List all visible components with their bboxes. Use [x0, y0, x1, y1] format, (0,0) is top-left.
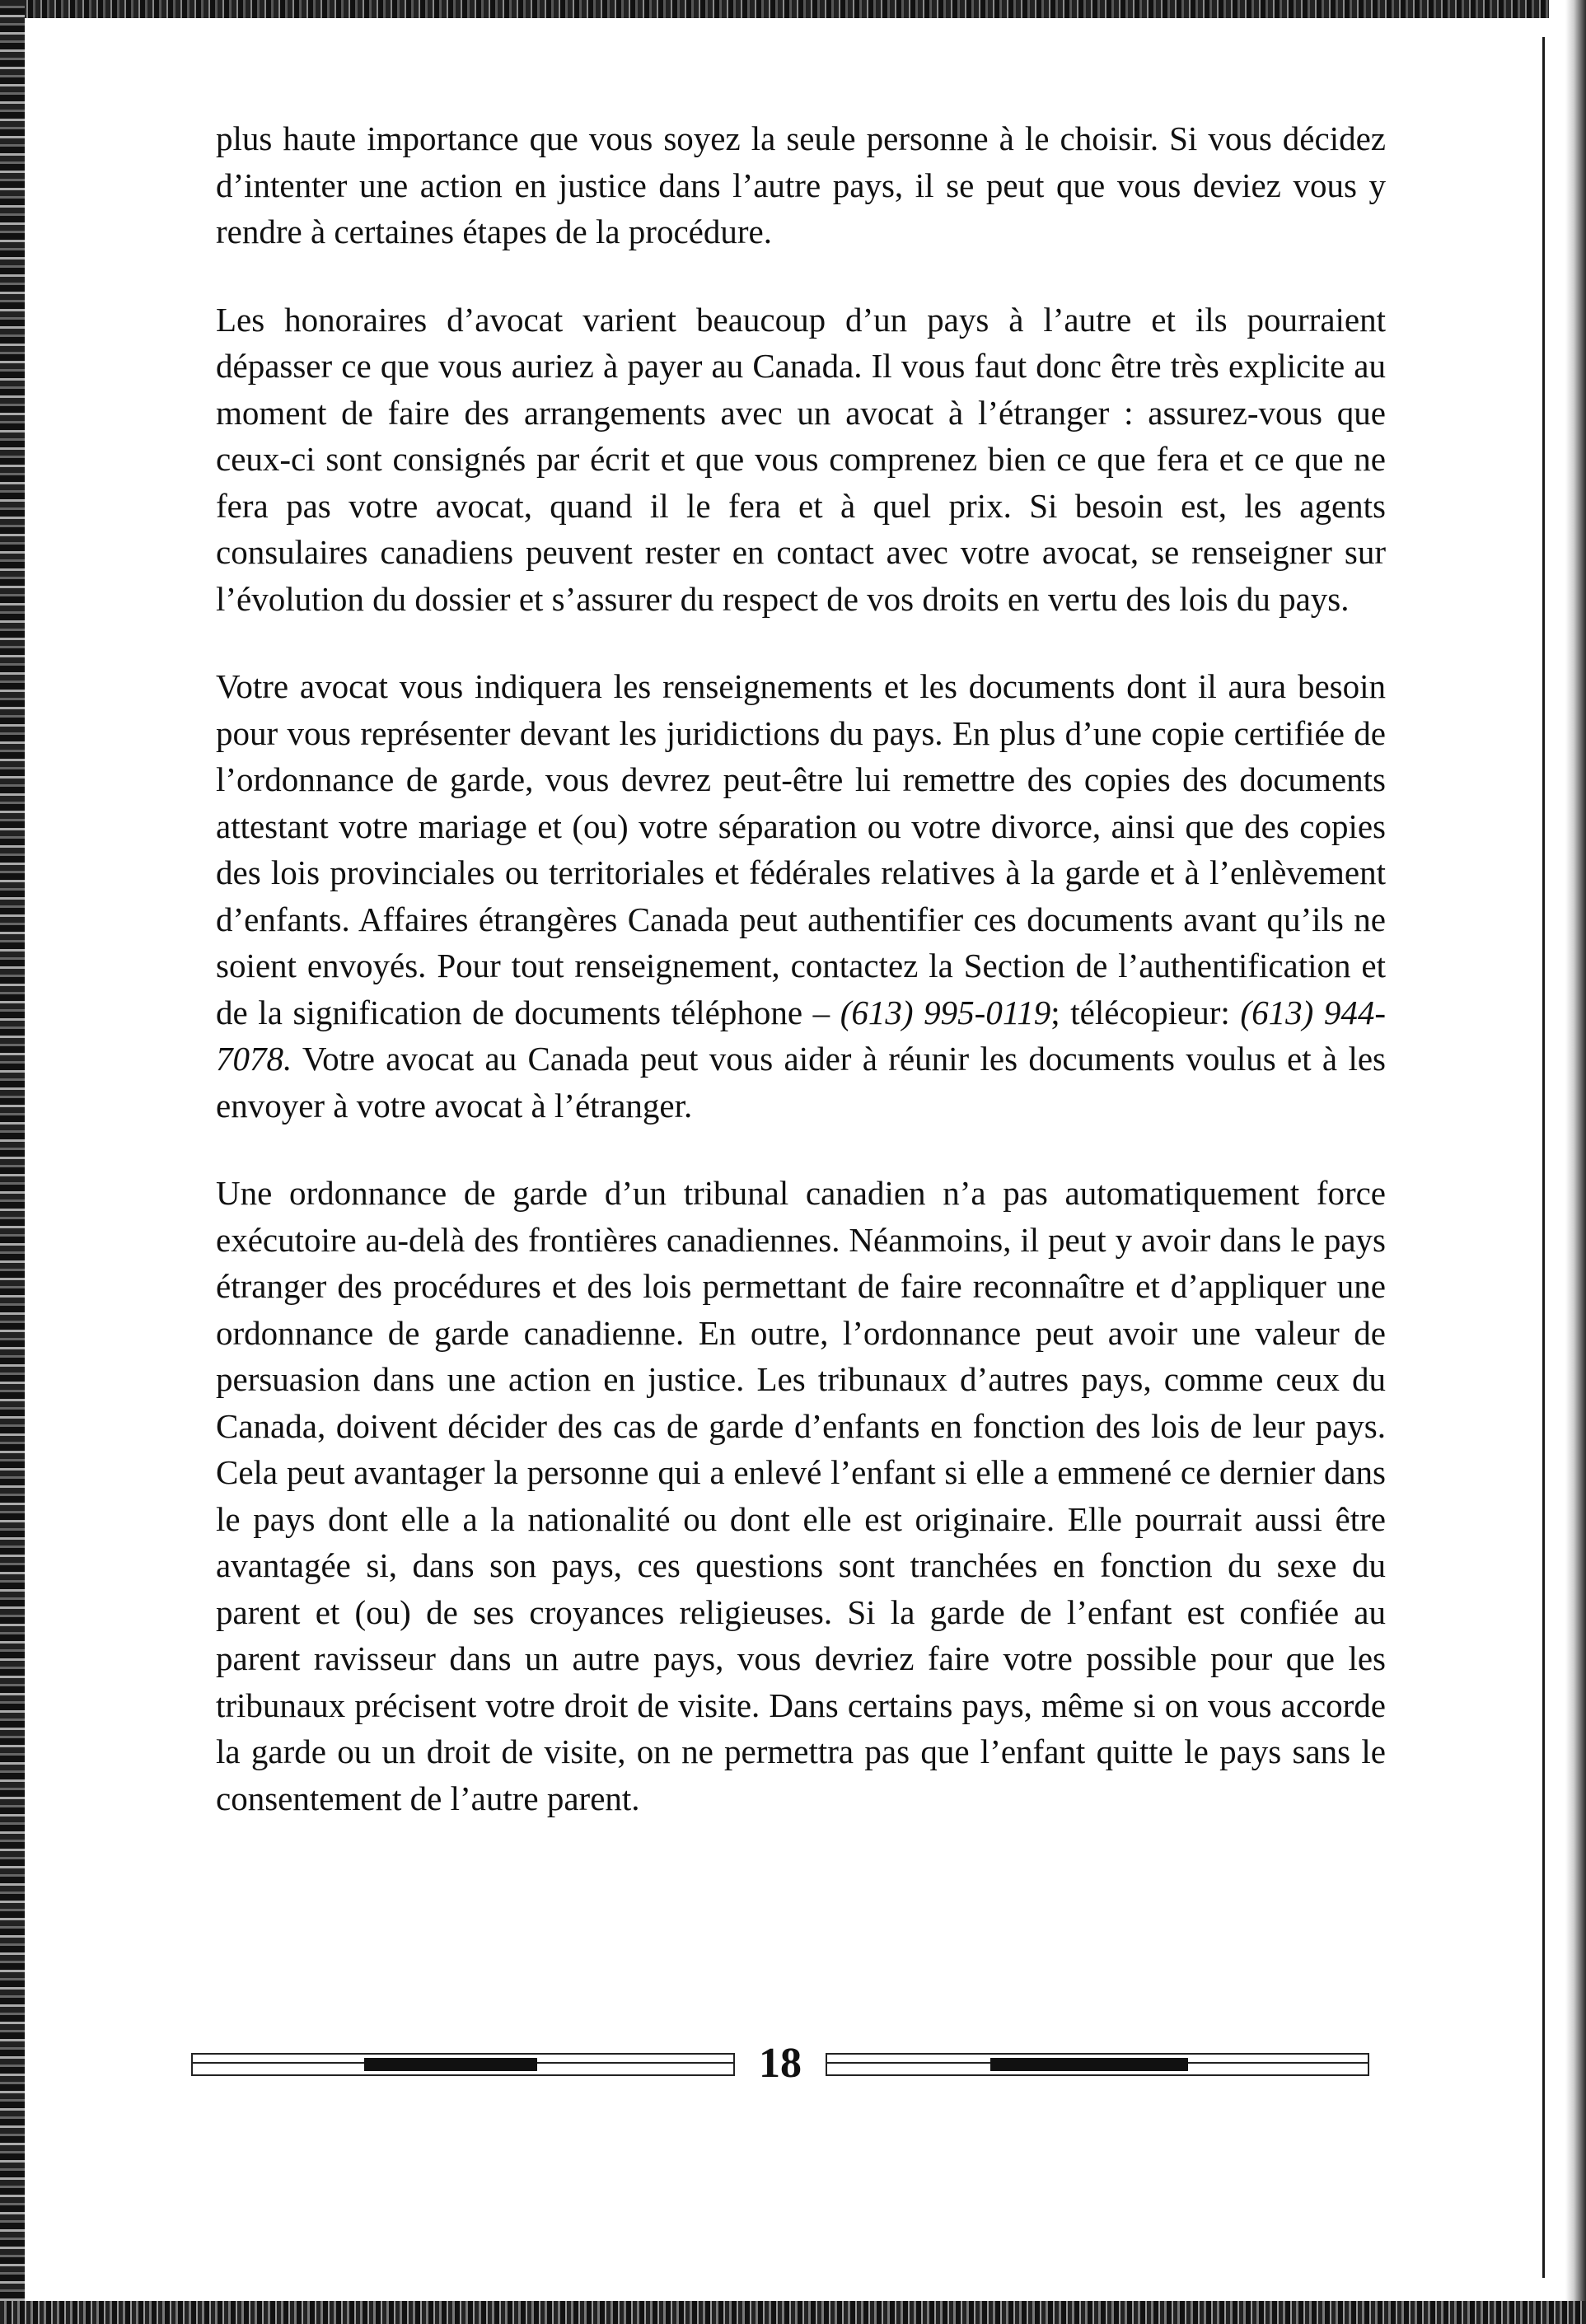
phone-number: (613) 995-0119 — [840, 993, 1051, 1031]
paragraph-2: Les honoraires d’avocat varient beaucoup d’un pays à l’autre et ils pourraient dépasser ce que vous auriez à payer au Canada. Il vous faut donc être très explicite au moment de faire des arrangements avec un avocat à l’étranger : assurez-vous que ceux-ci sont consignés par écrit et que vous comprenez bien ce que fera et ce que ne fera pas votre avocat, quand il le fera et à quel prix. Si besoin est, les agents consulaires canadiens peuvent rester en contact avec votre avocat, se renseigner sur l’évolution du dossier et s’assurer du respect de vos droits en vertu des lois du pays. — [216, 300, 1386, 618]
scan-edge-left — [0, 0, 25, 2324]
scan-edge-bottom — [0, 2301, 1586, 2324]
paragraph-4: Une ordonnance de garde d’un tribunal canadien n’a pas automatiquement force exécutoire au-delà des frontières canadiennes. Néanmoins, il peut y avoir dans le pays étranger des procédures et des lois permettant de faire reconnaître et d’appliquer une ordonnance de garde canadienne. En outre, l’ordonnance peut avoir une valeur de persuasion dans une action en justice. Les tribunaux d’autres pays, comme ceux du Canada, doivent décider des cas de garde d’enfants en fonction des lois de leur pays. Cela peut avantager la personne qui a enlevé l’enfant si elle a emmené ce dernier dans le pays dont elle a la nationalité ou dont elle est originaire. Elle pourrait aussi être avantagée si, dans son pays, ces questions sont tranchées en fonction du sexe du parent et (ou) de ses croyances religieuses. Si la garde de l’enfant est confiée au parent ravisseur dans un autre pays, vous devriez faire votre possible pour que les tribunaux précisent votre droit de visite. Dans certains pays, même si on vous accorde la garde ou un droit de visite, on ne permettra pas que l’enfant quitte le pays sans le consentement de l’autre parent. — [216, 1174, 1386, 1817]
scan-edge-top — [0, 0, 1586, 18]
page-edge-line — [1542, 37, 1545, 2278]
page-body — [216, 115, 1386, 1863]
page-footer — [191, 2035, 1369, 2093]
paragraph-3-text-between: ; télécopieur: — [1050, 993, 1241, 1031]
paragraph-3-text-before-phone: Votre avocat vous indiquera les renseignements et les documents dont il aura besoin pour vous représenter devant les juridictions du pays. En plus d’une copie certifiée de l’ordonnance de garde, vous devrez peut-être lui remettre des copies des documents attestant votre mariage et (ou) votre séparation ou votre divorce, ainsi que des copies des lois provinciales ou territoriales et fédérales relatives à la garde et à l’enlèvement d’enfants. Affaires étrangères Canada peut authentifier ces documents avant qu’ils ne soient envoyés. Pour tout renseignement, contactez la Section de l’authentification et de la signification de documents téléphone – — [216, 667, 1386, 1031]
fax-number: (613) 944-7078. — [216, 993, 1386, 1078]
paragraph-1: plus haute importance que vous soyez la seule personne à le choisir. Si vous décidez d’intenter une action en justice dans l’autre pays, il se peut que vous deviez vous y rendre à certaines étapes de la procédure. — [216, 119, 1386, 250]
footer-ornament-right — [826, 2053, 1369, 2076]
scan-edge-right — [1549, 0, 1586, 2324]
paragraph-3 — [216, 663, 1386, 1129]
paragraph-3-text-after: Votre avocat au Canada peut vous aider à réunir les documents voulus et à les envoyer à votre avocat à l’étranger. — [216, 1040, 1386, 1125]
page-number: 18 — [759, 2040, 802, 2087]
